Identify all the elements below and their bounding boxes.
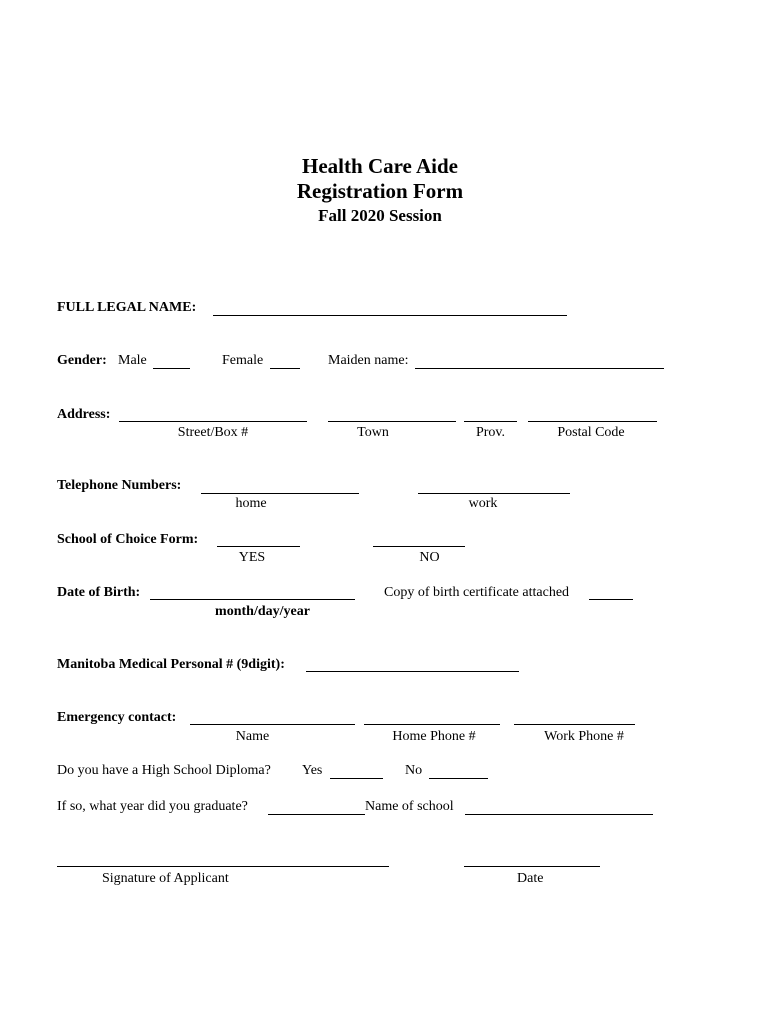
male-field[interactable] xyxy=(153,368,190,369)
diploma-yes-field[interactable] xyxy=(330,778,383,779)
school-choice-yes-label: YES xyxy=(238,550,266,565)
female-label: Female xyxy=(222,353,264,368)
postal-code-field[interactable] xyxy=(528,421,657,422)
maiden-name-label: Maiden name: xyxy=(328,353,409,368)
medical-number-field[interactable] xyxy=(306,671,519,672)
town-field[interactable] xyxy=(328,421,456,422)
diploma-no-label: No xyxy=(405,763,423,778)
diploma-no-field[interactable] xyxy=(429,778,488,779)
gender-label: Gender: xyxy=(57,353,107,368)
work-phone-field[interactable] xyxy=(418,493,570,494)
dob-format-label: month/day/year xyxy=(215,604,310,619)
school-choice-no-label: NO xyxy=(419,550,440,565)
work-phone-label: work xyxy=(468,496,498,511)
emergency-home-phone-label: Home Phone # xyxy=(392,729,476,744)
birth-certificate-label: Copy of birth certificate attached xyxy=(384,585,570,600)
date-field[interactable] xyxy=(464,866,600,867)
province-label: Prov. xyxy=(475,425,506,440)
date-label: Date xyxy=(517,871,544,886)
form-title: Health Care Aide xyxy=(302,154,458,178)
full-name-field[interactable] xyxy=(213,315,567,316)
school-choice-yes-field[interactable] xyxy=(217,546,300,547)
address-label: Address: xyxy=(57,407,111,422)
street-label: Street/Box # xyxy=(177,425,249,440)
medical-number-label: Manitoba Medical Personal # (9digit): xyxy=(57,657,285,672)
province-field[interactable] xyxy=(464,421,517,422)
female-field[interactable] xyxy=(270,368,300,369)
graduation-question: If so, what year did you graduate? xyxy=(57,799,248,814)
home-phone-field[interactable] xyxy=(201,493,359,494)
maiden-name-field[interactable] xyxy=(415,368,664,369)
signature-label: Signature of Applicant xyxy=(102,871,229,886)
dob-field[interactable] xyxy=(150,599,355,600)
diploma-yes-label: Yes xyxy=(302,763,323,778)
full-name-label: FULL LEGAL NAME: xyxy=(57,300,197,315)
session-title: Fall 2020 Session xyxy=(318,206,442,225)
signature-field[interactable] xyxy=(57,866,389,867)
birth-certificate-field[interactable] xyxy=(589,599,633,600)
school-name-label: Name of school xyxy=(365,799,454,814)
street-field[interactable] xyxy=(119,421,307,422)
school-choice-label: School of Choice Form: xyxy=(57,532,199,547)
telephone-label: Telephone Numbers: xyxy=(57,478,182,493)
emergency-work-phone-label: Work Phone # xyxy=(544,729,624,744)
home-phone-label: home xyxy=(235,496,267,511)
town-label: Town xyxy=(357,425,389,440)
diploma-question: Do you have a High School Diploma? xyxy=(57,763,271,778)
emergency-home-phone-field[interactable] xyxy=(364,724,500,725)
emergency-name-label: Name xyxy=(235,729,270,744)
emergency-contact-label: Emergency contact: xyxy=(57,710,177,725)
postal-code-label: Postal Code xyxy=(557,425,625,440)
emergency-work-phone-field[interactable] xyxy=(514,724,635,725)
male-label: Male xyxy=(118,353,147,368)
form-subtitle: Registration Form xyxy=(296,179,464,203)
school-choice-no-field[interactable] xyxy=(373,546,465,547)
dob-label: Date of Birth: xyxy=(57,585,141,600)
emergency-name-field[interactable] xyxy=(190,724,355,725)
school-name-field[interactable] xyxy=(465,814,653,815)
graduation-year-field[interactable] xyxy=(268,814,365,815)
